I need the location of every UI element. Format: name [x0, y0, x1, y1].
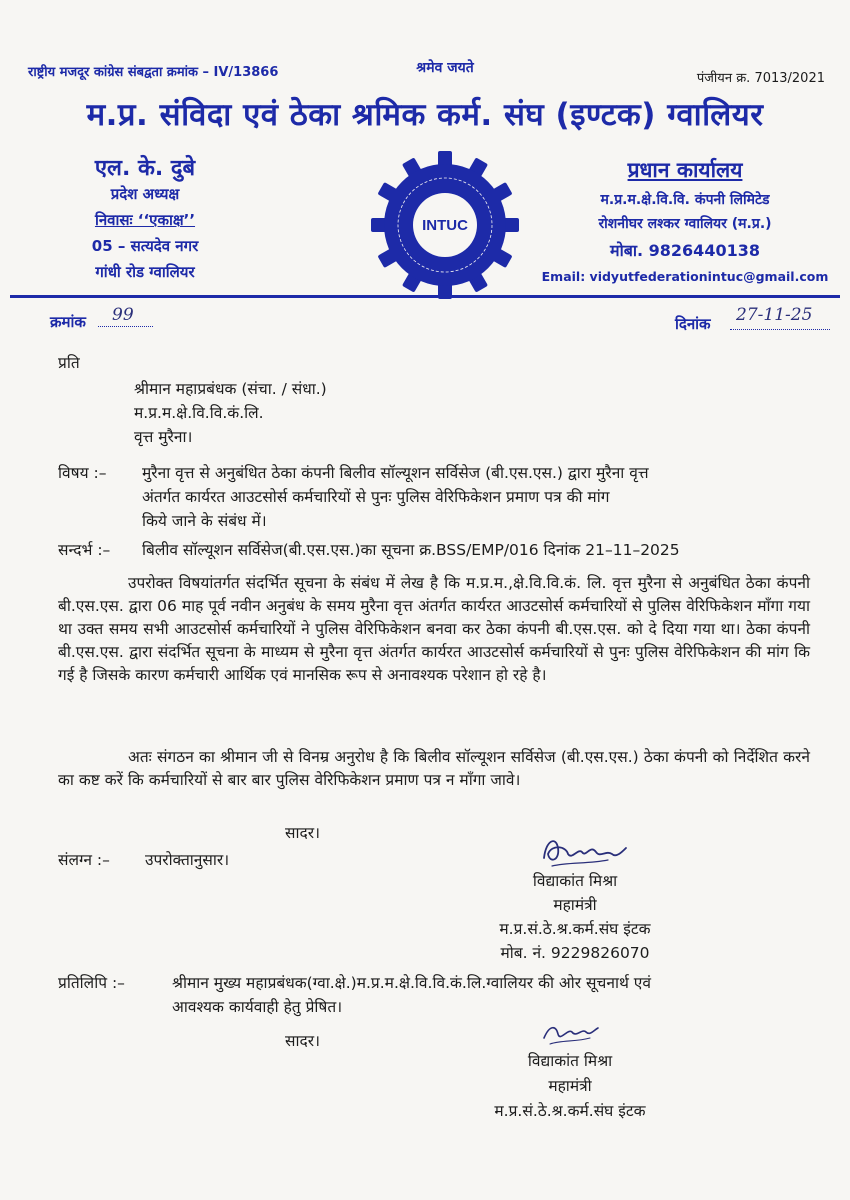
signature-1-icon [538, 830, 628, 874]
reference-text: बिलीव सॉल्यूशन सर्विसेज(बी.एस.एस.)का सूचना क्र.BSS/EMP/016 दिनांक 21–11–2025 [142, 541, 680, 559]
signatory-2-name: विद्याकांत मिश्रा [527, 1052, 613, 1070]
date-underline [730, 329, 830, 330]
president-designation: प्रदेश अध्यक्ष [110, 185, 180, 203]
subject-line3: किये जाने के संबंध में। [142, 512, 267, 530]
head-office-mobile: मोबा. 9826440138 [610, 241, 760, 260]
body-paragraph-1: उपरोक्त विषयांतर्गत संदर्भित सूचना के संबंध में लेख है कि म.प्र.म.,क्षे.वि.वि.कं. लि. वृत्त मुरैना से अनुबंधित ठेका कंपनी बी.एस.एस. द्वारा 06 माह पूर्व नवीन अनुबंध के समय मुरैना वृत्त अंतर्गत कार्यरत आउटसोर्स कर्मचारियों से पुलिस वेरिफिकेशन माँगा गया था उक्त समय सभी आउटसोर्स कर्मचारियों ने पुलिस वेरिफिकेशन बनवा कर ठेका कंपनी बी.एस.एस. को दे दिया गया था। ठेका कंपनी बी.एस.एस. द्वारा संदर्भित सूचना के माध्यम से मुरैना वृत्त अंतर्गत कार्यरत आउटसोर्स कर्मचारियों से पुनः पुलिस वेरिफिकेशन की मांग कि गई है जिसके कारण कर्मचारी आर्थिक एवं मानसिक रूप से अनावश्यक परेशान हो रहे है। [58, 574, 810, 684]
addressee-line3: वृत्त मुरैना। [134, 428, 193, 446]
signatory-1-mobile: मोब. नं. 9229826070 [500, 944, 650, 962]
letterhead-divider [10, 295, 840, 298]
signatory-2-designation: महामंत्री [548, 1077, 592, 1095]
date-label: दिनांक [675, 315, 711, 333]
reference-label: सन्दर्भ :– [58, 541, 111, 559]
registration-number: पंजीयन क्र. 7013/2021 [696, 71, 825, 86]
head-office-title: प्रधान कार्यालय [627, 158, 743, 182]
addressee-line1: श्रीमान महाप्रबंधक (संचा. / संधा.) [134, 380, 327, 398]
head-office-line1: म.प्र.म.क्षे.वि.वि. कंपनी लिमिटेड [600, 192, 770, 208]
number-label: क्रमांक [50, 313, 86, 331]
addressee-line2: म.प्र.म.क्षे.वि.वि.कं.लि. [134, 404, 264, 422]
prati-label: प्रति [58, 354, 80, 372]
president-address-line2: गांधी रोड ग्वालियर [95, 263, 195, 281]
subject-line2: अंतर्गत कार्यरत आउटसोर्स कर्मचारियों से पुनः पुलिस वेरिफिकेशन प्रमाण पत्र की मांग [142, 488, 610, 506]
copy-label: प्रतिलिपि :– [58, 974, 125, 992]
email-address: Email: vidyutfederationintuc@gmail.com [541, 269, 829, 284]
copy-line1: श्रीमान मुख्य महाप्रबंधक(ग्वा.क्षे.)म.प्र.म.क्षे.वि.वि.कं.लि.ग्वालियर की ओर सूचनार्थ एवं [172, 974, 652, 992]
organization-name: म.प्र. संविदा एवं ठेका श्रमिक कर्म. संघ (इण्टक) ग्वालियर [86, 97, 764, 133]
copy-closing-sadar: सादर। [285, 1032, 320, 1050]
intuc-logo [370, 150, 520, 300]
number-underline [98, 326, 153, 327]
president-residence: निवासः ‘‘एकाक्ष’’ [94, 211, 196, 229]
signatory-1-name: विद्याकांत मिश्रा [532, 872, 618, 890]
date-value: 27-11-25 [736, 305, 813, 325]
motto: श्रमेव जयते [416, 60, 474, 76]
gear-logo-icon [370, 150, 520, 300]
copy-line2: आवश्यक कार्यवाही हेतु प्रेषित। [172, 998, 343, 1016]
signatory-1-designation: महामंत्री [553, 896, 597, 914]
signatory-2-org: म.प्र.सं.ठे.श्र.कर्म.संघ इंटक [494, 1102, 646, 1120]
enclosure-label: संलग्न :– [58, 851, 110, 869]
subject-label: विषय :– [58, 464, 107, 482]
affiliation-text: राष्ट्रीय मजदूर कांग्रेस संबद्वता क्रमांक – IV/13866 [28, 65, 279, 80]
head-office-line2: रोशनीघर लश्कर ग्वालियर (म.प्र.) [598, 216, 772, 232]
signature-2-icon [540, 1018, 600, 1048]
subject-line1: मुरैना वृत्त से अनुबंधित ठेका कंपनी बिलीव सॉल्यूशन सर्विसेज (बी.एस.एस.) द्वारा मुरैना वृत्त [142, 464, 649, 482]
closing-sadar: सादर। [285, 824, 320, 842]
logo-center-text: INTUC [422, 217, 468, 234]
signatory-1-org: म.प्र.सं.ठे.श्र.कर्म.संघ इंटक [499, 920, 651, 938]
enclosure-text: उपरोक्तानुसार। [145, 851, 230, 869]
number-value: 99 [112, 305, 134, 325]
president-address-line1: 05 – सत्यदेव नगर [91, 237, 199, 255]
body-paragraph-2: अतः संगठन का श्रीमान जी से विनम्र अनुरोध है कि बिलीव सॉल्यूशन सर्विसेज (बी.एस.एस.) ठेका कंपनी को निर्देशित करने का कष्ट करें कि कर्मचारियों से बार बार पुलिस वेरिफिकेशन प्रमाण पत्र न माँगा जावे। [58, 748, 810, 789]
president-name: एल. के. दुबे [94, 156, 196, 181]
